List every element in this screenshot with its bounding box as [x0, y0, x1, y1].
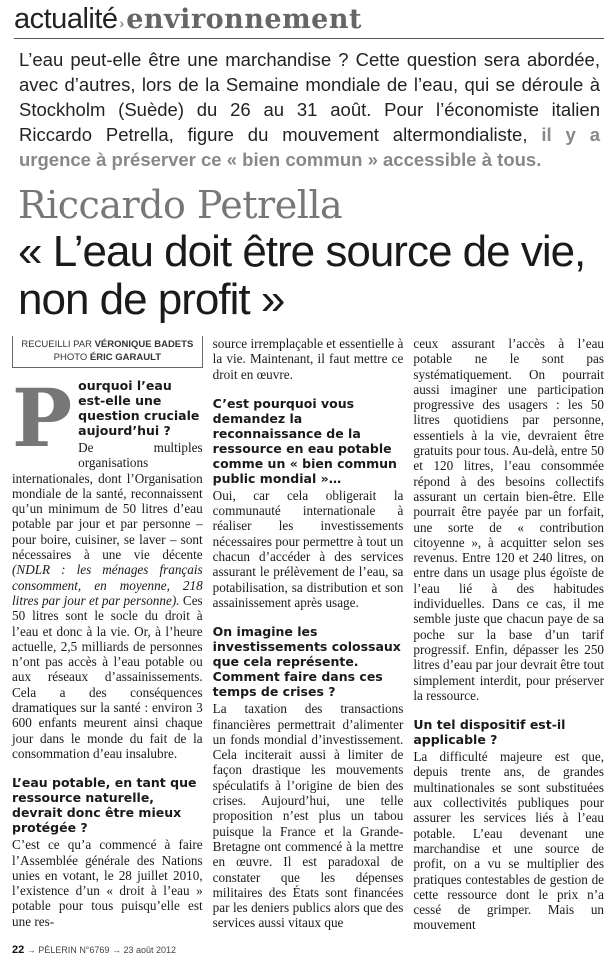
- intro-highlight: il y a urgence à préserver ce « bien commun » accessible à tous.: [19, 124, 601, 170]
- question-3: C’est pourquoi vous demandez la reconnaissance de la ressource en eau potable comme un « bien commun public mondial »…: [212, 395, 397, 486]
- answer-4: La taxation des transactions financières permettrait d’alimenter un fonds mondial d’investissement. Cela inciterait aussi à limiter de façon drastique les mouvements spéculatifs à l’origine de bien des crises. Aujourd’hui, une telle proposition n’est plus un tabou puisque la France et la Grande-Bretagne ont commencé à la mettre en œuvre. Il est paradoxal de constater que les dépenses militaires des États sont financées par les deniers publics alors que des services aussi vitaux que: [212, 701, 404, 931]
- arrow-icon: →: [111, 944, 121, 955]
- column-1: [12, 336, 203, 929]
- headline: « L’eau doit être source de vie, non de profit »: [18, 227, 586, 324]
- drop-cap: P: [12, 371, 73, 465]
- section-rubric: [14, 0, 604, 39]
- answer-2: C’est ce qu’a commencé à faire l’Assemblée générale des Nations unies en votant, le 28 juillet 2010, l’existence d’un « droit à l’eau » potable pour tous puisqu’elle est une res-: [12, 837, 203, 929]
- answer-1-note: (NDLR : les ménages français consomment, en moyenne, 218 litres par jour et par personne).: [12, 562, 203, 608]
- answer-1-text: De multiples organisations internationales, dont l’Organisation mondiale de la santé, reconnaissent qu’un minimum de 50 litres d’eau potable par jour et par personne – pour boire, cuisiner, se laver – sont nécessaires à une vie décente: [12, 440, 203, 563]
- separator: ›: [119, 15, 125, 31]
- answer-1: [12, 440, 203, 761]
- subsection-label: environnement: [126, 4, 362, 35]
- article-columns: [12, 336, 604, 933]
- page-footer: [12, 943, 604, 957]
- question-5: Un tel dispositif est-il applicable ?: [413, 717, 566, 748]
- question-2: L’eau potable, en tant que ressource naturelle, devrait donc être mieux protégée ?: [12, 775, 197, 836]
- answer-1-text-cont: Ces 50 litres sont le socle du droit à l’eau et donc à la vie. Or, à l’heure actuelle, 2,5 milliards de personnes n’ont pas accès à l’eau potable ou aux réseaux d’assainissements. Cela a des conséquences dramatiques sur la santé : environ 3 600 enfants meurent ainsi chaque jour dans le monde du fait de la consommation d’eau insalubre.: [12, 592, 203, 761]
- byline-author: VÉRONIQUE BADETS: [94, 339, 194, 350]
- question-4: On imagine les investissements colossaux que cela représente. Comment faire dans ces temps de crises ?: [212, 624, 401, 700]
- byline-collected-label: RECUEILLI PAR: [21, 339, 92, 350]
- column-2: [213, 336, 404, 931]
- page-number: 22: [12, 943, 25, 956]
- intro-text: L’eau peut-elle être une marchandise ? Cette question sera abordée, avec d’autres, lors de la Semaine mondiale de l’eau, qui se déroule à Stockholm (Suède) du 26 au 31 août. Pour l’économiste italien Riccardo Petrella, figure du mouvement altermondialiste,: [19, 49, 600, 145]
- issue-number: N°6769: [79, 944, 110, 955]
- person-name: Riccardo Petrella: [18, 183, 343, 227]
- section-label: actualité: [14, 3, 118, 35]
- byline-photo-label: PHOTO: [53, 352, 88, 363]
- arrow-icon: →: [26, 944, 36, 955]
- magazine-name: PÈLERIN: [38, 944, 77, 955]
- answer-3: Oui, car cela obligerait la communauté internationale à réaliser les investissements nécessaires pour permettre à tout un chacun d’accéder à des services assurant le prélèvement de l’eau, sa potabilisation, sa distribution et son assainissement après usage.: [212, 487, 404, 610]
- answer-4-cont: ceux assurant l’accès à l’eau potable ne le sont pas systématiquement. On pourrait aussi imaginer une participation progressive des usagers : les 50 litres quotidiens par personne, essentiels à la vie, devraient être gratuits pour tous. Au-delà, entre 50 et 120 litres, l’eau consommée répond à des besoins collectifs assurant un certain bien-être. Elle pourrait être payée par un forfait, une sorte de « contribution citoyenne », à acquitter selon ses revenus. Entre 120 et 240 litres, on entre dans un usage plus égoïste de l’eau lié à des habitudes individuelles. Dans ce cas, il me semble juste que chacun paye de sa poche sur la base d’un tarif progressif. Enfin, dépasser les 250 litres d’eau par jour devrait être tout simplement interdit, pour préserver la ressource.: [413, 336, 605, 703]
- question-1: ourquoi l’eau est-elle une question cruciale aujourd’hui ?: [78, 378, 200, 438]
- byline: [12, 336, 203, 368]
- answer-5: La difficulté majeure est que, depuis trente ans, de grandes multinationales se sont substituées aux collectivités publiques pour assurer les services liés à l’eau potable. L’eau devenant une marchandise et une source de profit, on a vu se multiplier des pratiques contestables de gestion de cette ressource dont le prix n’a cessé de grimper. Mais un mouvement: [413, 749, 605, 933]
- byline-photographer: ÉRIC GARAULT: [89, 352, 161, 363]
- issue-date: 23 août 2012: [123, 944, 177, 955]
- intro-paragraph: [19, 47, 600, 172]
- column-3: [413, 336, 604, 933]
- answer-2-cont: source irremplaçable et essentielle à la vie. Maintenant, il faut mettre ce droit en œuvre.: [212, 336, 404, 382]
